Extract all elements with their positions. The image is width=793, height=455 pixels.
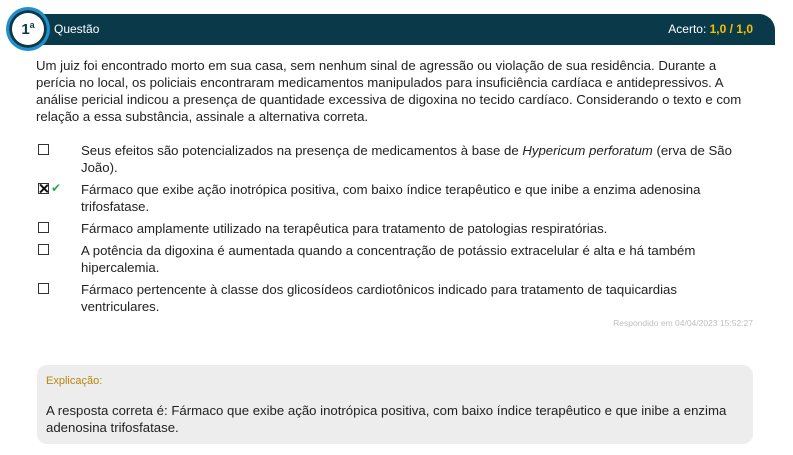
question-number-badge	[9, 10, 47, 48]
option-checkbox[interactable]	[38, 144, 49, 155]
score	[668, 22, 753, 36]
question-number: 1$^a$	[21, 20, 35, 38]
option-4[interactable]	[36, 242, 756, 276]
score-value: 1,0 / 1,0	[709, 22, 753, 36]
header-title: Questão	[54, 22, 100, 36]
option-text: Fármaco que exibe ação inotrópica positiva, com baixo índice terapêutico e que inibe a enzima adenosina trifosfatase.	[81, 182, 701, 214]
option-text: A potência da digoxina é aumentada quando a concentração de potássio extracelular é alta e há também hipercalemia.	[81, 243, 696, 275]
option-checkbox[interactable]	[38, 222, 49, 233]
check-icon: ✔	[51, 181, 62, 195]
option-text: Fármaco amplamente utilizado na terapêutica para tratamento de patologias respiratórias.	[81, 221, 608, 236]
options-list	[36, 142, 756, 320]
option-1[interactable]	[36, 142, 756, 176]
option-text: Seus efeitos são potencializados na presença de medicamentos à base de Hypericum perforatum (erva de São João).	[81, 143, 732, 175]
question-text: Um juiz foi encontrado morto em sua casa, sem nenhum sinal de agressão ou violação de sua residência. Durante a perícia no local, os policiais encontraram medicamentos manipulados para insuficiência cardíaca e antidepressivos. A análise pericial indicou a presença de quantidade excessiva de digoxina no tecido cardíaco. Considerando o texto e com relação a essa substância, assinale a alternativa correta.	[36, 58, 742, 124]
option-3[interactable]	[36, 220, 756, 237]
score-label: Acerto:	[668, 22, 707, 36]
option-checkbox[interactable]	[38, 244, 49, 255]
option-checkbox[interactable]	[38, 283, 49, 294]
answered-timestamp: Respondido em 04/04/2023 15:52:27	[613, 318, 753, 328]
option-2[interactable]	[36, 181, 756, 215]
explanation-text: A resposta correta é: Fármaco que exibe ação inotrópica positiva, com baixo índice terapêutico e que inibe a enzima adenosina trifosfatase.	[46, 403, 727, 435]
option-5[interactable]	[36, 281, 756, 315]
explanation-box	[37, 365, 753, 444]
option-checkbox-checked[interactable]	[38, 183, 49, 194]
option-text: Fármaco pertencente à classe dos glicosídeos cardiotônicos indicado para tratamento de taquicardias ventriculares.	[81, 282, 677, 314]
explanation-label: Explicação:	[46, 375, 103, 387]
question-header	[14, 14, 775, 45]
